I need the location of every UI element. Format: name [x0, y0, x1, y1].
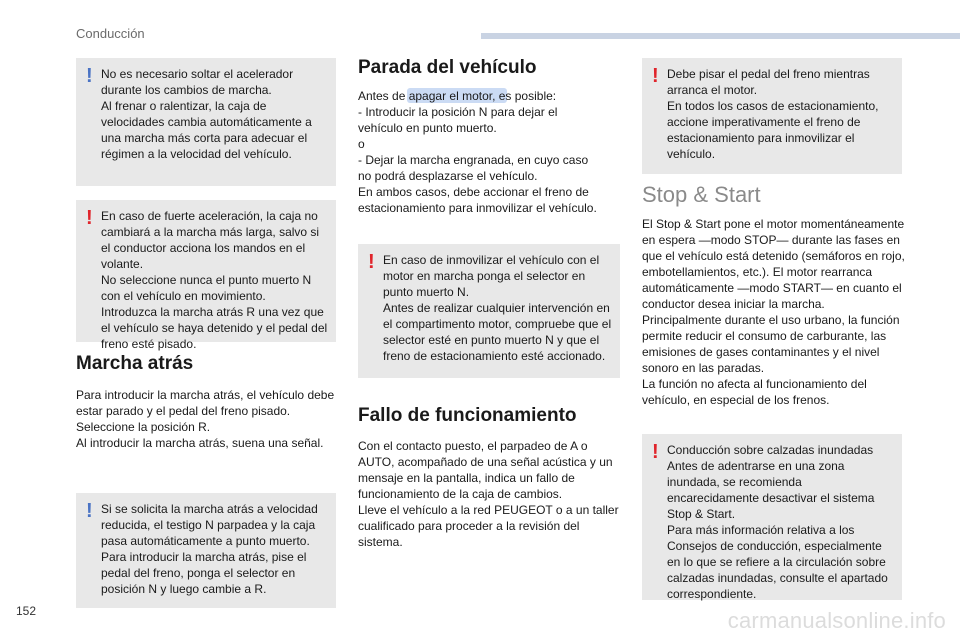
- warning-box-text: Debe pisar el pedal del freno mientras arranca el motor. En todos los casos de estacionamiento, accione imperativamente el freno de estacionamiento para inmovilizar el vehículo.: [667, 67, 879, 161]
- failure-title: Fallo de funcionamiento: [358, 405, 577, 426]
- warning-box-text: Conducción sobre calzadas inundadas Antes de adentrarse en una zona inundada, se recomienda encarecidamente desactivar el sistema Stop & Start. Para más información relativa a los Consejos de conducción, especialmente en lo que se refiere a la circulación sobre calzadas inundadas, consulte el apartado correspondiente.: [667, 443, 888, 601]
- info-box-text: No es necesario soltar el acelerador durante los cambios de marcha. Al frenar o ralentizar, la caja de velocidades cambia automáticamente a una marcha más corta para adecuar el régimen a la velocidad del vehículo.: [101, 67, 312, 161]
- watermark: carmanualsonline.info: [727, 608, 946, 633]
- warning-box-brake: [642, 58, 902, 174]
- warning-box-text: En caso de inmovilizar el vehículo con el motor en marcha ponga el selector en punto muerto N. Antes de realizar cualquier intervención en el compartimento motor, compruebe que el selector esté en punto muerto N y que el freno de estacionamiento esté accionado.: [383, 253, 612, 363]
- warning-box-text: En caso de fuerte aceleración, la caja no cambiará a la marcha más larga, salvo si el conductor acciona los mandos en el volante. No seleccione nunca el punto muerto N con el vehículo en movimiento. Introduzca la marcha atrás R una vez que el vehículo se haya detenido y el pedal del freno esté pisado.: [101, 209, 328, 351]
- warning-box-flooded-roads: [642, 434, 902, 600]
- warning-icon: !: [652, 441, 659, 463]
- failure-text: Con el contacto puesto, el parpadeo de A o AUTO, acompañado de una señal acústica y un mensaje en la pantalla, indica un fallo de funcionamiento de la caja de cambios. Lleve el vehículo a la red PEUGEOT o a un taller cualificado para proceder a la revisión del sistema.: [358, 439, 619, 549]
- info-icon: !: [86, 500, 93, 522]
- vehicle-stop-title: Parada del vehículo: [358, 57, 537, 78]
- warning-icon: !: [652, 65, 659, 87]
- page-number: 152: [16, 604, 37, 618]
- stop-start-text: El Stop & Start pone el motor momentáneamente en espera —modo STOP— durante las fases en que el vehículo está detenido (semáforos en rojo, embotellamientos, etc.). El motor rearranca automáticamente —modo START— en cuanto el conductor desea iniciar la marcha. Principalmente durante el uso urbano, la función permite reducir el consumo de carburante, las emisiones de gases contaminantes y el nivel sonoro en las paradas. La función no afecta al funcionamiento del vehículo, en especial de los frenos.: [642, 217, 905, 407]
- info-box-reverse: [76, 493, 336, 608]
- header-bar: [481, 33, 960, 39]
- warning-box-immobilize: [358, 244, 620, 378]
- vehicle-stop-text: Antes de apagar el motor, es posible: - Introducir la posición N para dejar el vehículo en punto muerto. o - Dejar la marcha engranada, en cuyo caso no podrá desplazarse el vehículo. En ambos casos, debe accionar el freno de estacionamiento para inmovilizar el vehículo.: [358, 89, 597, 215]
- reverse-text: Para introducir la marcha atrás, el vehículo debe estar parado y el pedal del freno pisado. Seleccione la posición R. Al introducir la marcha atrás, suena una señal.: [76, 388, 335, 450]
- warning-box-acceleration: [76, 200, 336, 351]
- info-box-gear-change: [76, 58, 336, 186]
- section-header: Conducción: [76, 26, 145, 41]
- reverse-title: Marcha atrás: [76, 353, 194, 374]
- stop-start-title: Stop & Start: [642, 182, 761, 207]
- warning-icon: !: [368, 251, 375, 273]
- warning-icon: !: [86, 207, 93, 229]
- info-box-text: Si se solicita la marcha atrás a velocidad reducida, el testigo N parpadea y la caja pasa automáticamente a punto muerto. Para introducir la marcha atrás, pise el pedal del freno, ponga el selector en posición N y luego cambie a R.: [101, 502, 318, 596]
- info-icon: !: [86, 65, 93, 87]
